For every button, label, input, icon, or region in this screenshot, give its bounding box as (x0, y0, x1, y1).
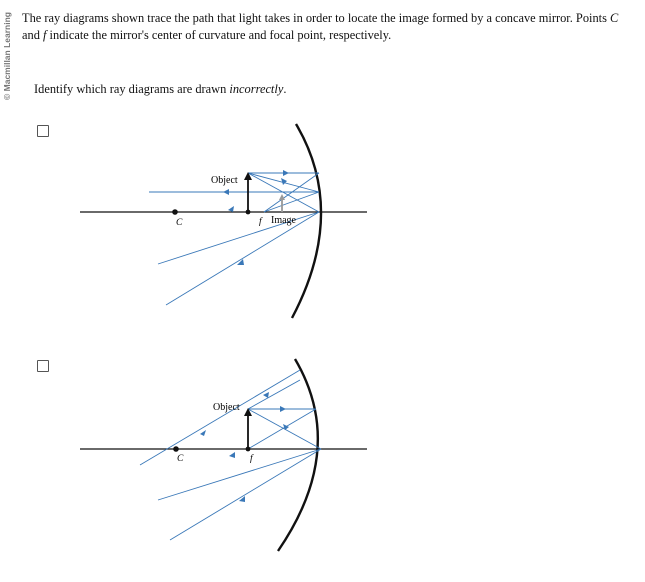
f-label: f (250, 454, 253, 464)
ray-diagram-2 (0, 355, 645, 555)
rays (149, 173, 319, 305)
ray-arrowhead (228, 206, 234, 212)
c-label: C (176, 218, 183, 228)
ray-arrowhead (223, 189, 229, 195)
question-text: The ray diagrams shown trace the path that light takes in order to locate the image formed by a concave mirror. Points C and f indicate the mirror's center of curvature and focal point, respectively. (22, 11, 619, 42)
ray-arrowhead (281, 178, 287, 185)
image-arrowhead (279, 194, 285, 200)
point-f-dot (246, 447, 251, 452)
ray-arrowhead (229, 452, 235, 458)
copyright-watermark: © Macmillan Learning (2, 12, 12, 100)
ray-arrowhead (200, 430, 206, 436)
object-label: Object (213, 402, 240, 413)
point-f-dot (246, 210, 251, 215)
point-c-label: C (610, 11, 619, 25)
ray-arrowhead (283, 170, 289, 176)
object-label: Object (211, 175, 238, 186)
ray-arrowhead (280, 406, 286, 412)
image-label: Image (271, 215, 296, 226)
instruction-text: Identify which ray diagrams are drawn incorrectly. (34, 82, 287, 96)
concave-mirror (292, 124, 321, 318)
point-c-dot (172, 209, 178, 215)
c-label: C (177, 454, 184, 464)
point-f-label: f (43, 27, 47, 42)
point-c-dot (173, 446, 179, 452)
ray-diagram-1 (0, 118, 645, 323)
f-label: f (259, 217, 262, 227)
ray-arrowhead (263, 392, 269, 398)
